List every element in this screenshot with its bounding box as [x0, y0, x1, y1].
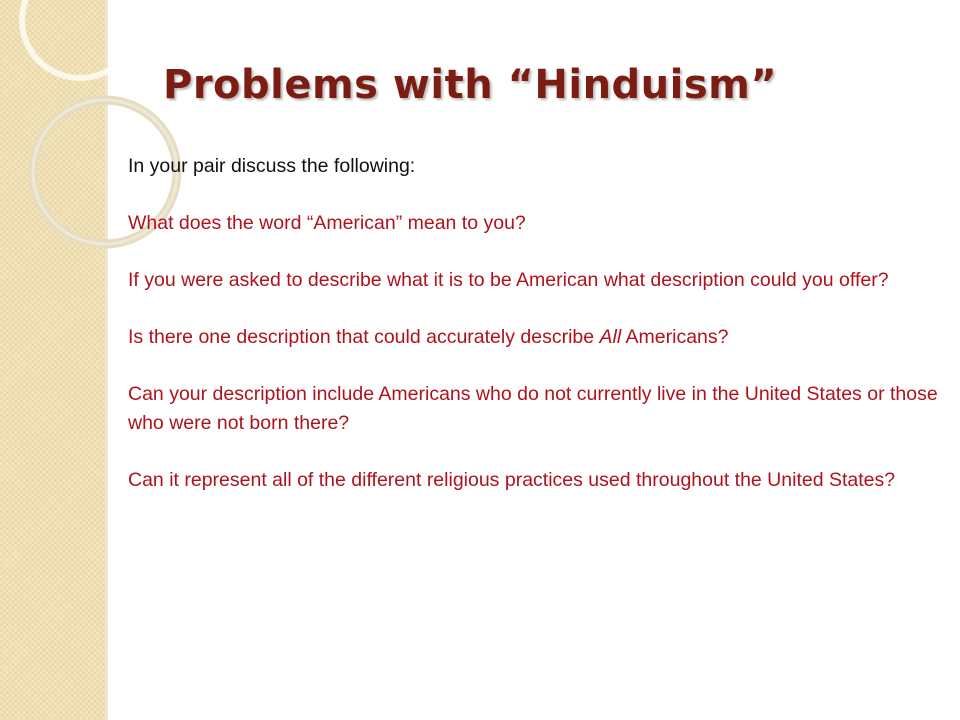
question-3-emphasis: All [599, 326, 622, 348]
question-4: Can your description include Americans who do not currently live in the United States or those who were not born there? [128, 383, 938, 434]
question-1: What does the word “American” mean to you? [128, 212, 526, 234]
slide-title: Problems with “Hinduism” [163, 62, 778, 108]
question-5: Can it represent all of the different religious practices used throughout the United States? [128, 468, 896, 491]
question-3 [128, 323, 943, 352]
question-3-start: Is there one description that could accurately describe [128, 326, 600, 348]
question-3-end: Americans? [621, 326, 729, 348]
question-2: If you were asked to describe what it is to be American what description could you offer? [128, 269, 889, 291]
intro-text: In your pair discuss the following: [128, 155, 416, 177]
slide-body [128, 152, 943, 494]
